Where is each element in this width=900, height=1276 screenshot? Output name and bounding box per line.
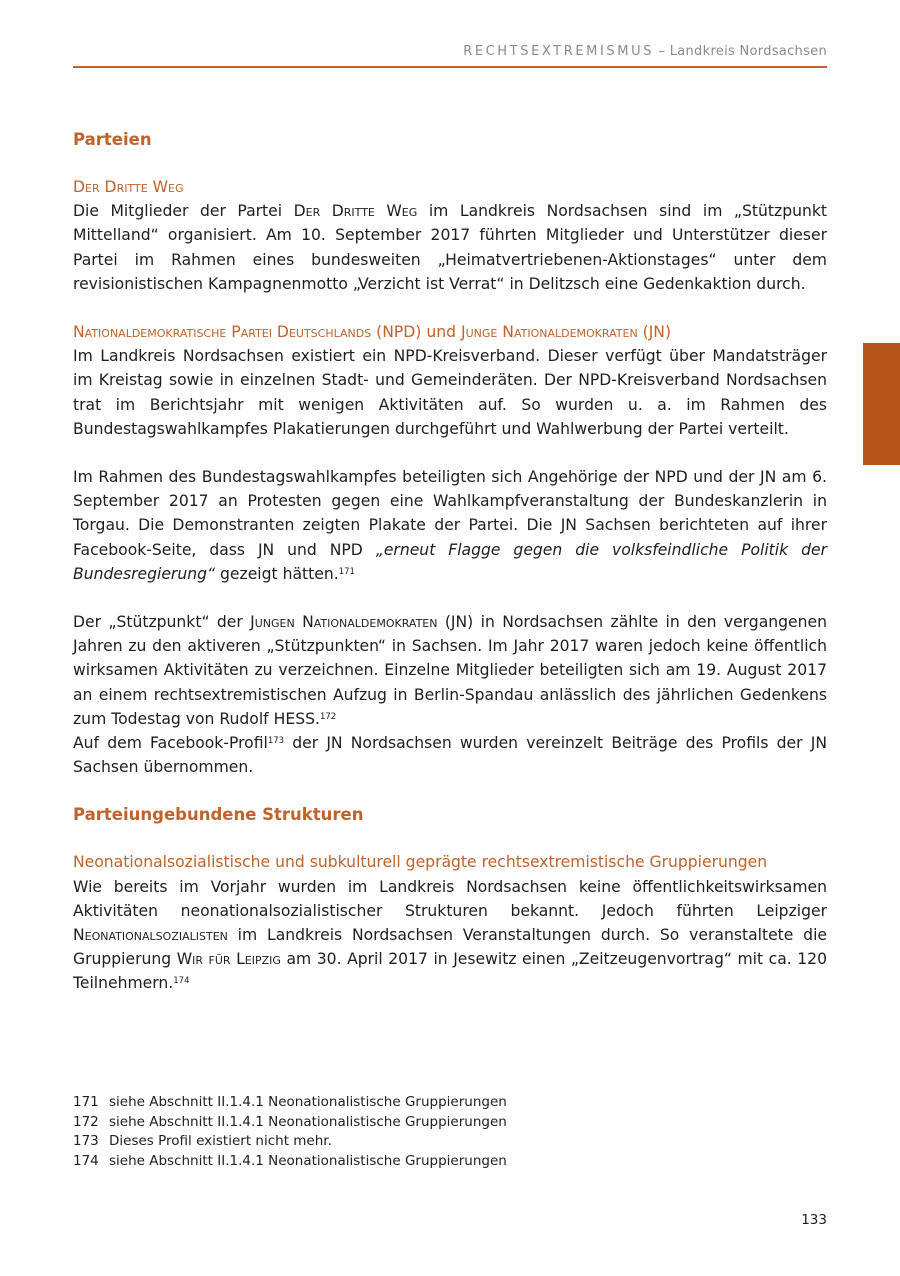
paragraph-npd-protest: Im Rahmen des Bundestagswahlkampfes beteiligten sich Angehörige der NPD und der JN am 6. September 2017 an Protesten gegen eine Wahlkampfveranstaltung der Bundeskanzlerin in Torgau. Die Demonstranten zeigten Plakate der Partei. Die JN Sachsen berichteten auf ihrer Facebook-Seite, dass JN und NPD „erneut Flagge gegen die volksfeindliche Politik der Bundesregierung“ gezeigt hätten.$^{171}$ (73, 468, 827, 583)
paragraph-facebook-profil: Auf dem Facebook-Profil$^{173}$ der JN Nordsachsen wurden vereinzelt Beiträge des Profils der JN Sachsen übernommen. (73, 734, 827, 777)
header-rule (73, 66, 827, 68)
footnote: 173 Dieses Profil existiert nicht mehr. (73, 1133, 332, 1149)
footnote-ref[interactable]: 171 (338, 566, 355, 577)
running-header-title: RECHTSEXTREMISMUS (463, 44, 655, 59)
paragraph-npd-kreisverband: Im Landkreis Nordsachsen existiert ein NPD-Kreisverband. Dieser verfügt über Mandatsträger im Kreistag sowie in einzelnen Stadt- und Gemeinderäten. Der NPD-Kreisverband Nordsachsen trat im Berichtsjahr mit wenigen Aktivitäten auf. So wurden u. a. im Rahmen des Bundestagswahlkampfes Plakatierungen durchgeführt und Wahlwerbung der Partei verteilt. (73, 347, 827, 438)
section-title-parteien: Parteien (73, 130, 152, 149)
paragraph-dritte-weg: Die Mitglieder der Partei Der Dritte Weg im Landkreis Nordsachsen sind im „Stützpunkt Mittelland“ organisiert. Am 10. September 2017 führten Mitglieder und Unterstützer dieser Partei im Rahmen eines bundesweiten „Heimatvertriebenen-Aktionstages“ unter dem revisionistischen Kampagnenmotto „Verzicht ist Verrat“ in Delitzsch eine Gedenkaktion durch. (73, 202, 828, 293)
main-content (73, 128, 827, 996)
running-header-subtitle: – Landkreis Nordsachsen (654, 44, 827, 59)
paragraph-jn-stuetzpunkt: Der „Stützpunkt“ der Jungen Nationaldemokraten (JN) in Nordsachsen zählte in den vergangenen Jahren zu den aktiveren „Stützpunkten“ in Sachsen. Im Jahr 2017 waren jedoch keine öffentlich wirksamen Aktivitäten zu verzeichnen. Einzelne Mitglieder beteiligten sich am 19. August 2017 an einem rechtsextremistischen Aufzug in Berlin-Spandau anlässlich des jährlichen Gedenkens zum Todestag von Rudolf HESS.$^{172}$ (73, 613, 827, 728)
subheading-neonazi: Neonationalsozialistische und subkulturell geprägte rechtsextremistische Gruppierungen (73, 853, 768, 872)
footnote: 171 siehe Abschnitt II.1.4.1 Neonationalistische Gruppierungen (73, 1094, 507, 1110)
footnote-ref[interactable]: 174 (173, 976, 190, 987)
paragraph-neonazi: Wie bereits im Vorjahr wurden im Landkreis Nordsachsen keine öffentlichkeitswirksamen Aktivitäten neonationalsozialistischer Strukturen bekannt. Jedoch führten Leipziger Neonationalsozialisten im Landkreis Nordsachsen Veranstaltungen durch. So veranstaltete die Gruppierung Wir für Leipzig am 30. April 2017 in Jesewitz einen „Zeitzeugenvortrag“ mit ca. 120 Teilnehmern.$^{174}$ (73, 877, 828, 993)
running-header (73, 44, 827, 59)
footnote-ref[interactable]: 172 (319, 711, 337, 722)
footnote-ref[interactable]: 173 (267, 736, 285, 747)
subheading-npd-jn: Nationaldemokratische Partei Deutschlands (NPD) und Junge Nationaldemokraten (JN) (73, 323, 672, 342)
chapter-tab-marker (863, 343, 900, 465)
footnote: 174 siehe Abschnitt II.1.4.1 Neonationalistische Gruppierungen (73, 1152, 507, 1169)
footnotes (73, 1093, 507, 1171)
footnote: 172 siehe Abschnitt II.1.4.1 Neonationalistische Gruppierungen (73, 1113, 507, 1130)
page-number: 133 (801, 1212, 827, 1228)
section-title-parteiungebunden: Parteiungebundene Strukturen (73, 805, 364, 825)
subheading-dritte-weg: Der Dritte Weg (73, 178, 184, 196)
party-name-dritte-weg: Der Dritte Weg (293, 202, 418, 221)
quote: „erneut Flagge gegen die volksfeindliche Politik der Bundesregierung“ (73, 540, 827, 583)
